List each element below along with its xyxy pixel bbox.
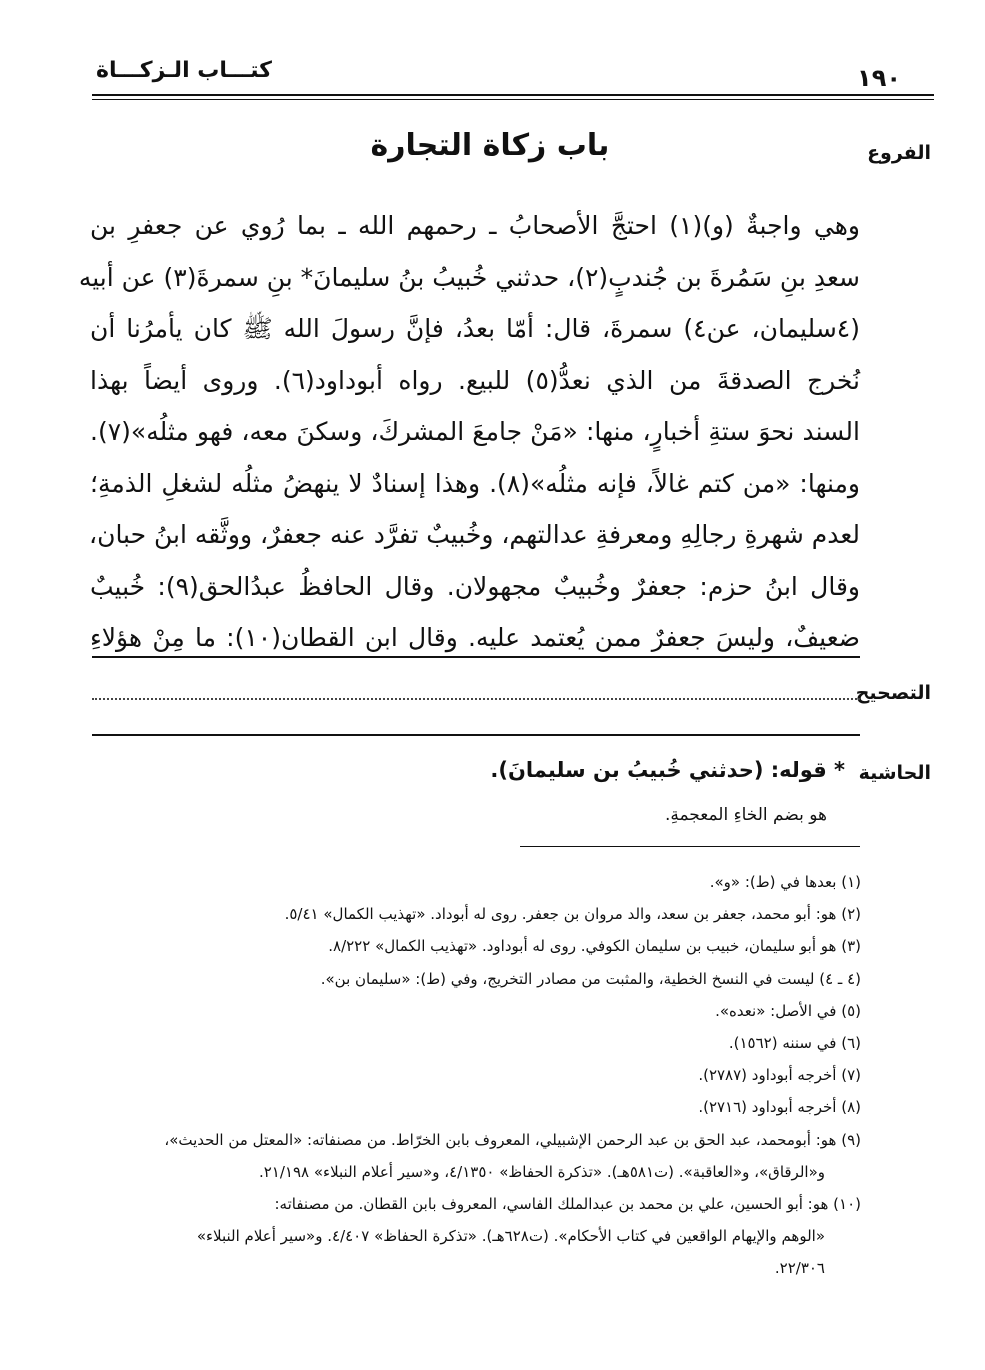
text-line: سعدِ بنِ سَمُرةَ بن جُندبٍ(٢)، حدثني خُبيبُ بنُ سليمانَ* بنِ سمرةَ(٣) عن أبيه xyxy=(78,262,860,292)
body-divider xyxy=(92,656,860,658)
footnote-line: (٢) هو: أبو محمد، جعفر بن سعد، والد مروان بن جعفر. روى له أبوداد. «تهذيب الكمال» ٥/٤١. xyxy=(284,905,861,924)
footnote-line: (٣) هو أبو سليمان، خبيب بن سليمان الكوفي. روى له أبوداود. «تهذيب الكمال» ٨/٢٢٢. xyxy=(328,937,861,956)
header-rule-secondary xyxy=(92,99,934,100)
footnote-line: و«الرقاق»، و«العاقبة». (ت٥٨١هـ). «تذكرة الحفاظ» ٤/١٣٥٠، و«سير أعلام النبلاء» ٢١/١٩٨. xyxy=(258,1162,825,1181)
hashiya-quote: * قوله: (حدثني خُبيبُ بن سليمانَ). xyxy=(490,758,845,782)
footnote-line: (٥) في الأصل: «نعده». xyxy=(715,1001,861,1020)
book-title: كتـــاب الـزكـــاة xyxy=(96,58,272,83)
footnote-line: (٦) في سننه (١٥٦٢). xyxy=(728,1033,861,1052)
footnote-line: (١) بعدها في (ط): «و». xyxy=(709,873,861,891)
section-label-tashih: التصحيح xyxy=(855,682,931,704)
text-line: (٤سليمان، عن٤) سمرةَ، قال: أمّا بعدُ، فإنَّ رسولَ الله ﷺ كان يأمرُنا أن xyxy=(90,314,860,343)
footnote-line: (٨) أخرجه أبوداود (٢٧١٦). xyxy=(698,1098,861,1117)
text-line: لعدم شهرةِ رجالِهِ ومعرفةِ عدالتهم، وخُبيبٌ تفرَّد عنه جعفرٌ، ووثَّقه ابنُ حبان، xyxy=(89,520,860,549)
footnote-line: (٧) أخرجه أبوداود (٢٧٨٧). xyxy=(698,1066,861,1085)
text-line: ضعيفٌ، وليسَ جعفرٌ ممن يُعتمد عليه. وقال ابن القطان(١٠): ما مِنْ هؤلاءِ xyxy=(90,623,860,652)
tashih-divider xyxy=(92,734,860,736)
footnote-line: «الوهم والإيهام الواقعين في كتاب الأحكام». (ت٦٢٨هـ). «تذكرة الحفاظ» ٤/٤٠٧. و«سير أعلام النبلاء» xyxy=(196,1227,825,1246)
text-line: وهي واجبةٌ (و)(١) احتجَّ الأصحابُ ـ رحمهم الله ـ بما رُوي عن جعفرِ بن xyxy=(90,211,860,240)
footnote-line: ٢٢/٣٠٦. xyxy=(774,1259,825,1278)
footnotes-divider xyxy=(520,846,860,847)
footnote-line: (٩) هو: أبومحمد، عبد الحق بن عبد الرحمن الإشبيلي، المعروف بابن الخرّاط. من مصنفاته: «المعتل من الحديث»، xyxy=(164,1130,861,1149)
footnote-line: (١٠) هو: أبو الحسين، علي بن محمد بن عبدالملك الفاسي، المعروف بابن القطان. من مصنفاته: xyxy=(274,1194,861,1213)
chapter-title: باب زكاة التجارة xyxy=(370,128,610,163)
tashih-dotted-line xyxy=(92,698,860,700)
main-text xyxy=(78,200,861,664)
text-line: السند نحوَ ستةِ أخبارٍ، منها: «مَنْ جامعَ المشركَ، وسكنَ معه، فهو مثلُه»(٧). xyxy=(90,417,860,446)
text-line: وقال ابنُ حزم: جعفرٌ وخُبيبٌ مجهولان. وقال الحافظُ عبدُالحق(٩): خُبيبٌ xyxy=(90,571,860,601)
footnotes xyxy=(86,866,861,1284)
page-number: ١٩٠ xyxy=(857,64,901,92)
section-label-hashiya: الحاشية xyxy=(858,762,931,784)
section-label-furu: الفروع xyxy=(867,142,931,164)
text-line: ومنها: «من كتم غالاً، فإنه مثلُه»(٨). وهذا إسنادٌ لا ينهضُ مثلُه لشغلِ الذمةِ؛ xyxy=(90,468,860,498)
header-rule xyxy=(92,94,934,96)
text-line: نُخرج الصدقةَ من الذي نعدُّ(٥) للبيع. رواه أبوداود(٦). وروى أيضاً بهذا xyxy=(90,365,861,395)
hashiya-note: هو بضم الخاءِ المعجمةِ. xyxy=(664,805,827,825)
footnote-line: (٤ ـ ٤) ليست في النسخ الخطية، والمثبت من مصادر التخريج، وفي (ط): «سليمان بن». xyxy=(320,969,861,988)
